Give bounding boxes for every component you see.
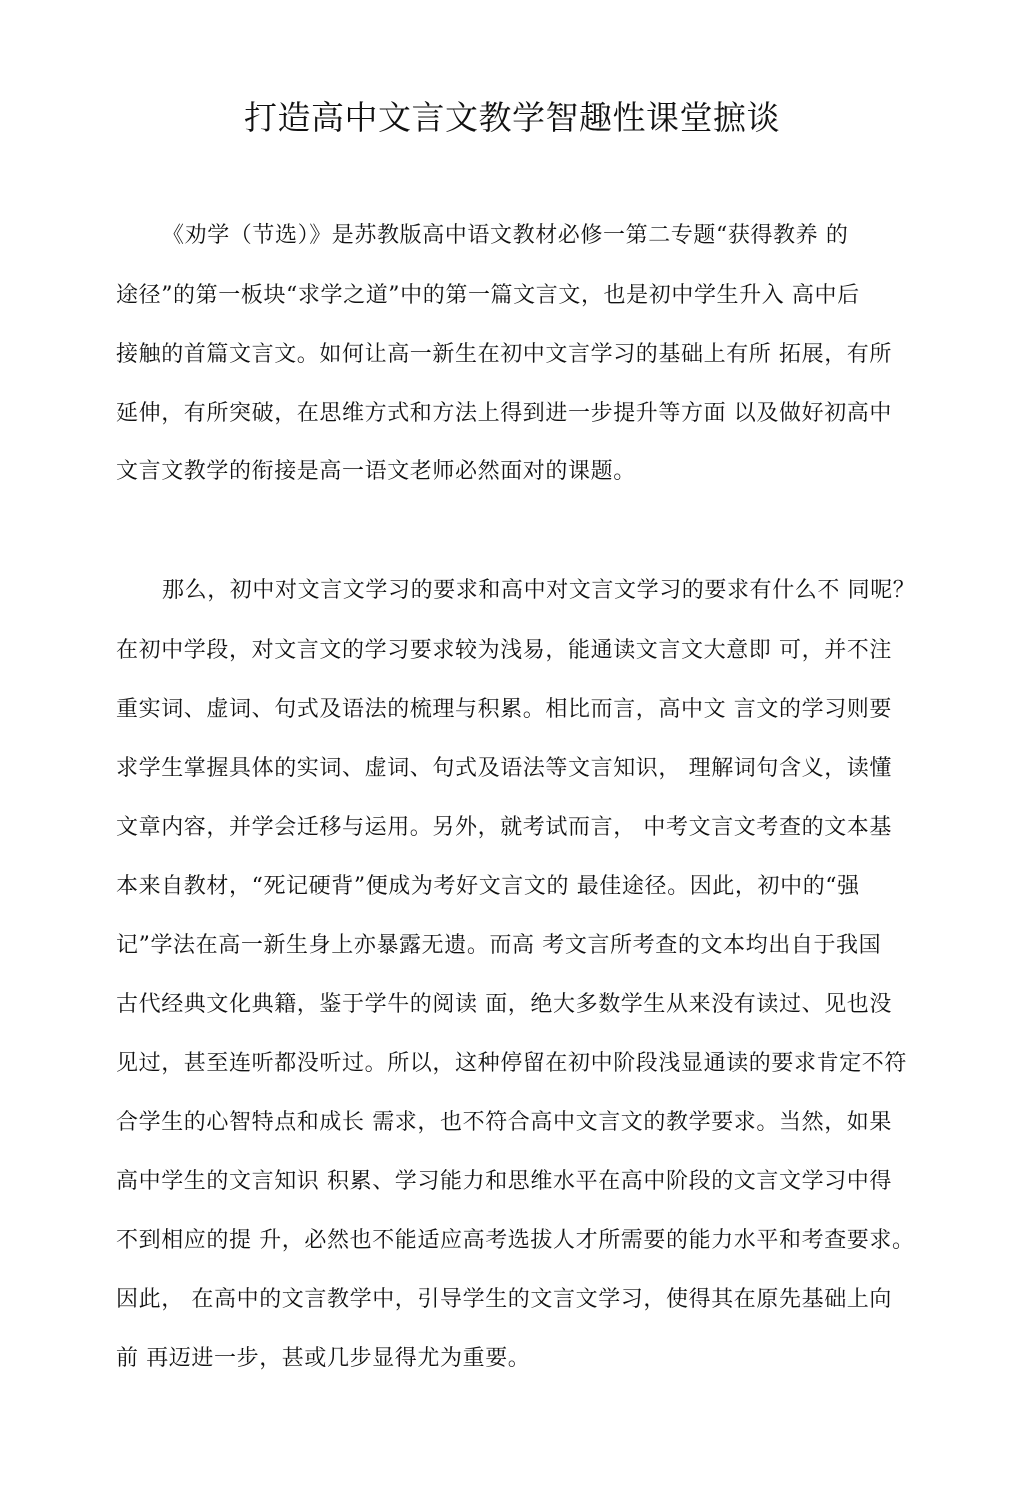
paragraph-line: 不到相应的提 升，必然也不能适应高考选拔人才所需要的能力水平和考查要求。 bbox=[116, 1228, 915, 1253]
paragraph-line: 古代经典文化典籍，鉴于学牛的阅读 面，绝大多数学生从来没有读过、见也没 bbox=[116, 992, 892, 1017]
paragraph-line: 重实词、虚词、句式及语法的梳理与积累。相比而言，高中文 言文的学习则要 bbox=[116, 697, 892, 722]
paragraph-line: 文言文教学的衔接是高一语文老师必然面对的课题。 bbox=[116, 459, 636, 484]
paragraph-line: 《劝学（节选）》是苏教版高中语文教材必修一第二专题“获得教养 的 bbox=[162, 223, 849, 248]
paragraph-line: 那么，初中对文言文学习的要求和高中对文言文学习的要求有什么不 同呢？ bbox=[162, 578, 916, 603]
paragraph-line: 在初中学段，对文言文的学习要求较为浅易，能通读文言文大意即 可，并不注 bbox=[116, 638, 892, 663]
paragraph-line: 求学生掌握具体的实词、虚词、句式及语法等文言知识， 理解词句含义，读懂 bbox=[116, 756, 892, 781]
paragraph-line: 高中学生的文言知识 积累、学习能力和思维水平在高中阶段的文言文学习中得 bbox=[116, 1169, 892, 1194]
paragraph-line: 延伸，有所突破，在思维方式和方法上得到进一步提升等方面 以及做好初高中 bbox=[116, 401, 892, 426]
paragraph-line: 见过，甚至连听都没听过。所以，这种停留在初中阶段浅显通读的要求肯定不符 bbox=[116, 1051, 908, 1076]
paragraph-line: 因此， 在高中的文言教学中，引导学生的文言文学习，使得其在原先基础上向 bbox=[116, 1287, 892, 1312]
paragraph-line: 合学生的心智特点和成长 需求，也不符合高中文言文的教学要求。当然，如果 bbox=[116, 1110, 892, 1135]
paragraph-line: 途径”的第一板块“求学之道”中的第一篇文言文，也是初中学生升入 高中后 bbox=[116, 283, 860, 308]
paragraph-line: 前 再迈进一步，甚或几步显得尤为重要。 bbox=[116, 1346, 531, 1371]
paragraph-line: 文章内容，并学会迁移与运用。另外，就考试而言， 中考文言文考查的文本基 bbox=[116, 815, 892, 840]
paragraph-line: 接触的首篇文言文。如何让高一新生在初中文言学习的基础上有所 拓展，有所 bbox=[116, 342, 892, 367]
paragraph-line: 记”学法在高一新生身上亦暴露无遗。而高 考文言所考查的文本均出自于我国 bbox=[116, 933, 882, 958]
paragraph-line: 本来自教材，“死记硬背”便成为考好文言文的 最佳途径。因此，初中的“强 bbox=[116, 874, 860, 899]
page-title: 打造高中文言文教学智趣性课堂摭谈 bbox=[244, 98, 780, 137]
